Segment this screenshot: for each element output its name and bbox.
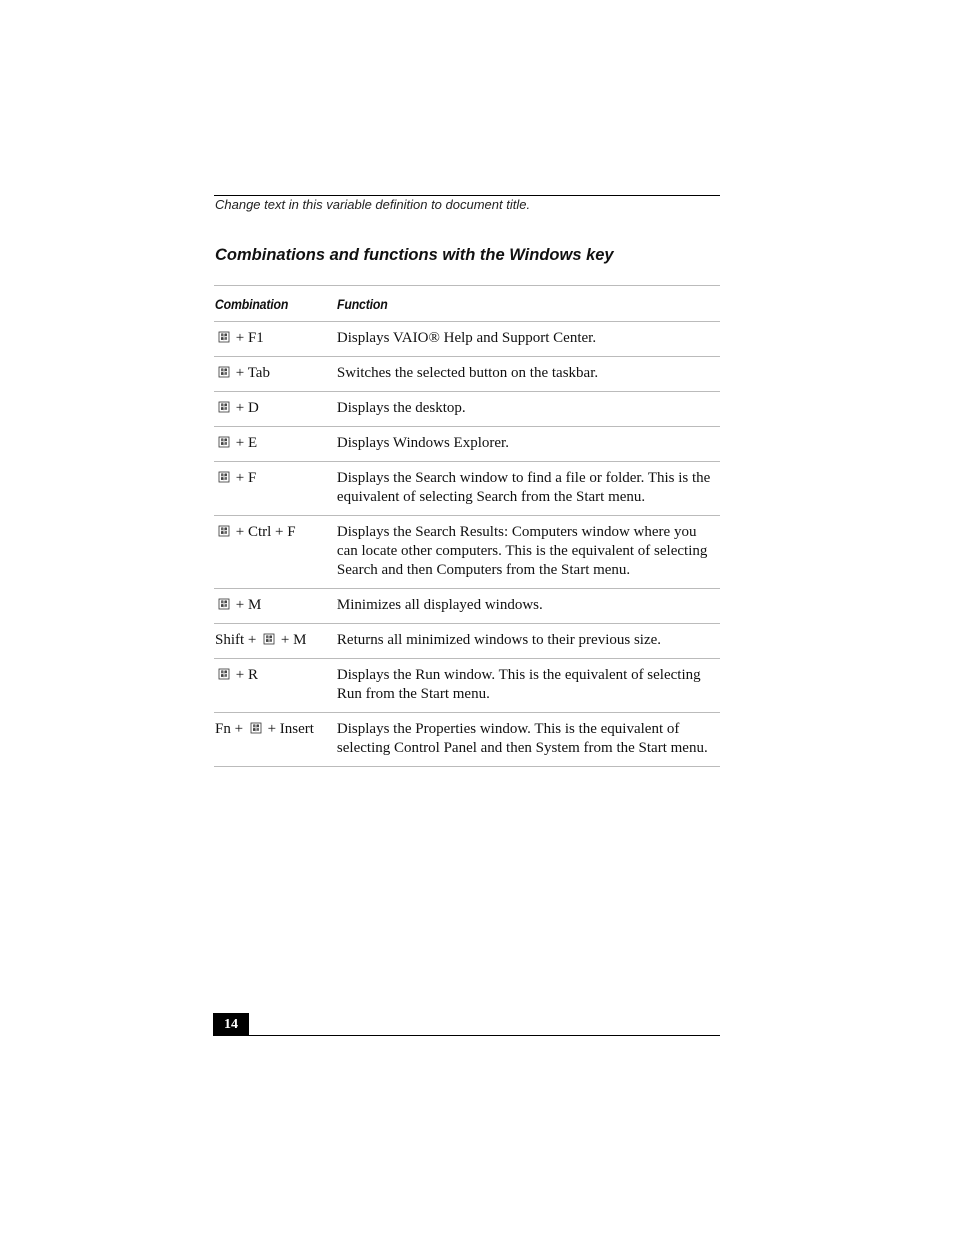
combination-cell [214, 713, 337, 767]
combo-suffix: + Tab [232, 365, 270, 381]
windows-key-table [214, 285, 720, 767]
combination-cell [214, 322, 337, 357]
windows-key-icon [218, 366, 230, 378]
windows-key-icon [218, 471, 230, 483]
table-row [214, 713, 720, 767]
combination-cell [214, 392, 337, 427]
section-title: Combinations and functions with the Windows key [215, 246, 614, 264]
running-header: Change text in this variable definition to document title. [215, 197, 531, 212]
function-cell: Displays the Search Results: Computers window where you can locate other computers. This is the equivalent of selecting Search and then Computers from the Start menu. [337, 516, 720, 589]
combo-prefix: Fn + [215, 721, 247, 737]
combo-suffix: + F [232, 470, 257, 486]
combo-suffix: + Insert [263, 721, 314, 737]
windows-key-icon [263, 633, 275, 645]
combination-cell [214, 659, 337, 713]
column-header-function: Function [337, 286, 674, 322]
function-cell: Returns all minimized windows to their previous size. [337, 624, 720, 659]
table-row [214, 462, 720, 516]
table-header-row [214, 286, 720, 322]
function-cell: Displays Windows Explorer. [337, 427, 720, 462]
table-row [214, 624, 720, 659]
table-row [214, 392, 720, 427]
combo-suffix: + Ctrl + F [232, 524, 296, 540]
windows-key-icon [218, 525, 230, 537]
table-row [214, 516, 720, 589]
page-number: 14 [213, 1013, 249, 1036]
combination-cell [214, 516, 337, 589]
function-cell: Displays the desktop. [337, 392, 720, 427]
combination-cell [214, 462, 337, 516]
function-cell: Displays the Properties window. This is the equivalent of selecting Control Panel and then System from the Start menu. [337, 713, 720, 767]
combo-prefix: Shift + [215, 632, 261, 648]
combo-suffix: + M [277, 632, 307, 648]
windows-key-icon [250, 722, 262, 734]
function-cell: Displays the Run window. This is the equivalent of selecting Run from the Start menu. [337, 659, 720, 713]
windows-key-icon [218, 331, 230, 343]
table-row [214, 659, 720, 713]
windows-key-icon [218, 668, 230, 680]
column-header-combination: Combination [214, 286, 322, 322]
function-cell: Displays VAIO® Help and Support Center. [337, 322, 720, 357]
combo-suffix: + M [232, 597, 262, 613]
combination-cell [214, 589, 337, 624]
windows-key-icon [218, 436, 230, 448]
windows-key-icon [218, 598, 230, 610]
combination-cell [214, 427, 337, 462]
table-row [214, 322, 720, 357]
function-cell: Minimizes all displayed windows. [337, 589, 720, 624]
table-row [214, 427, 720, 462]
combo-suffix: + F1 [232, 330, 264, 346]
table-row [214, 357, 720, 392]
combo-suffix: + E [232, 435, 258, 451]
windows-key-icon [218, 401, 230, 413]
combo-suffix: + D [232, 400, 259, 416]
function-cell: Displays the Search window to find a file or folder. This is the equivalent of selecting Search from the Start menu. [337, 462, 720, 516]
combination-cell [214, 357, 337, 392]
combination-cell [214, 624, 337, 659]
combo-suffix: + R [232, 667, 258, 683]
header-rule [214, 195, 720, 196]
footer-rule [213, 1035, 720, 1036]
function-cell: Switches the selected button on the taskbar. [337, 357, 720, 392]
table-row [214, 589, 720, 624]
